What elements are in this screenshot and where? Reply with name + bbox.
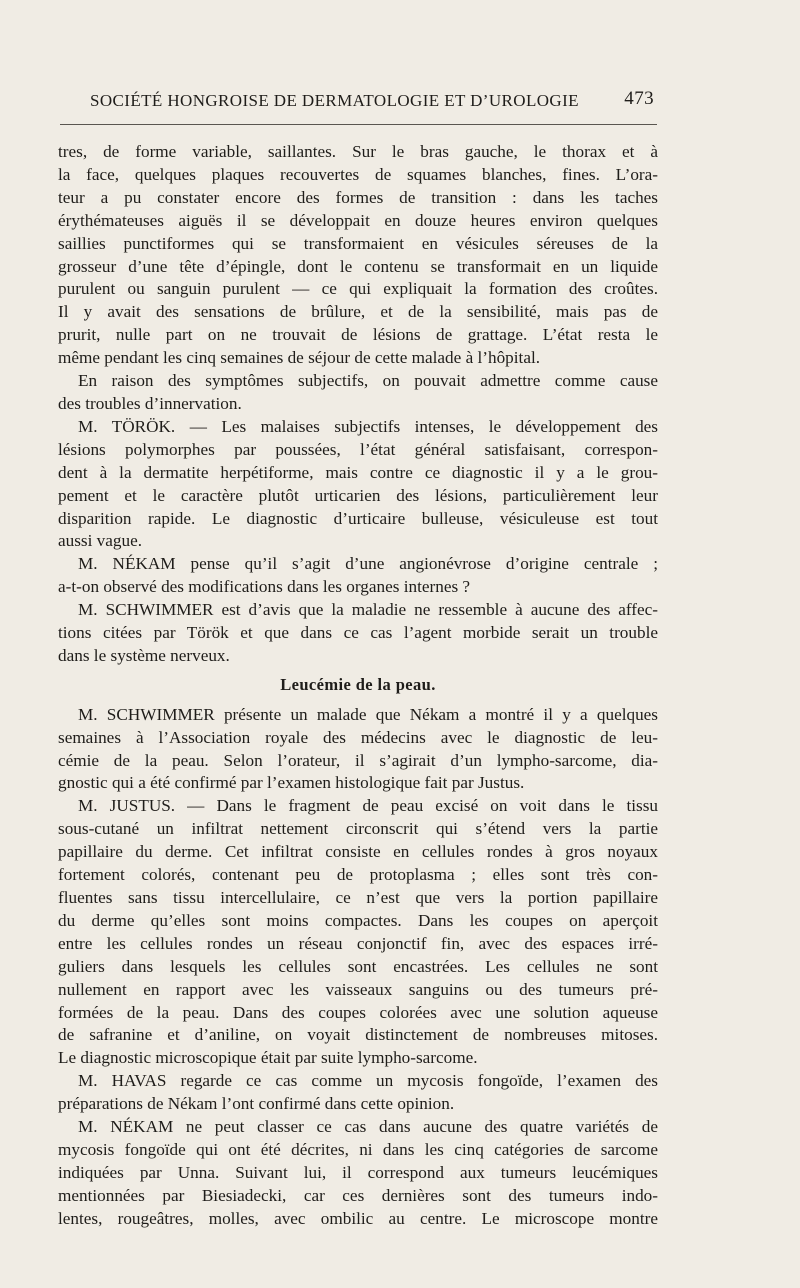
body-text bbox=[58, 141, 658, 1231]
text-line: teur a pu constater encore des formes de transition : dans les taches bbox=[58, 187, 658, 207]
text-line: prurit, nulle part on ne trouvait de lésions de grattage. L’état resta le bbox=[58, 325, 658, 345]
text-line: la face, quelques plaques recouvertes de squames blanches, fines. L’ora- bbox=[58, 164, 658, 184]
running-head bbox=[88, 88, 656, 118]
text-line: Le diagnostic microscopique était par suite lympho-sarcome. bbox=[58, 1048, 478, 1068]
text-line: des troubles d’innervation. bbox=[58, 393, 242, 413]
text-line: nullement en rapport avec les vaisseaux sanguins ou des tumeurs pré- bbox=[58, 979, 658, 999]
text-line: saillies punctiformes qui se transformaient en vésicules séreuses de la bbox=[58, 233, 658, 253]
text-line: de safranine et d’aniline, on voyait distinctement de nombreuses mitoses. bbox=[58, 1025, 658, 1045]
text-line: M. SCHWIMMER est d’avis que la maladie ne ressemble à aucune des affec- bbox=[78, 600, 658, 620]
text-line: formées de la peau. Dans des coupes colorées avec une solution aqueuse bbox=[58, 1002, 658, 1022]
text-line: Il y avait des sensations de brûlure, et de la sensibilité, mais pas de bbox=[58, 302, 658, 322]
text-line: dans le système nerveux. bbox=[58, 645, 230, 665]
text-line: M. HAVAS regarde ce cas comme un mycosis fongoïde, l’examen des bbox=[78, 1071, 658, 1091]
text-line: dent à la dermatite herpétiforme, mais contre ce diagnostic il y a le grou- bbox=[58, 462, 658, 482]
text-line: guliers dans lesquels les cellules sont encastrées. Les cellules ne sont bbox=[58, 956, 658, 976]
text-line: mycosis fongoïde qui ont été décrites, ni dans les cinq catégories de sarcome bbox=[58, 1139, 658, 1159]
text-line: érythémateuses aiguës il se développait en douze heures environ quelques bbox=[58, 210, 658, 230]
text-line: même pendant les cinq semaines de séjour de cette malade à l’hôpital. bbox=[58, 348, 541, 368]
text-line: sous-cutané un infiltrat nettement circonscrit qui s’étend vers la partie bbox=[58, 819, 658, 839]
text-line: indiquées par Unna. Suivant lui, il correspond aux tumeurs leucémiques bbox=[58, 1162, 658, 1182]
text-line: lésions polymorphes par poussées, l’état général satisfaisant, correspon- bbox=[58, 439, 658, 459]
text-line: semaines à l’Association royale des médecins avec le diagnostic de leu- bbox=[58, 727, 658, 747]
text-line: mentionnées par Biesiadecki, car ces dernières sont des tumeurs indo- bbox=[58, 1185, 658, 1205]
text-line: purulent ou sanguin purulent — ce qui expliquait la formation des croûtes. bbox=[58, 279, 658, 299]
text-line: tres, de forme variable, saillantes. Sur le bras gauche, le thorax et à bbox=[58, 142, 658, 161]
header-rule bbox=[60, 124, 657, 125]
text-line: disparition rapide. Le diagnostic d’urticaire bulleuse, vésiculeuse est tout bbox=[58, 508, 658, 528]
text-line: fortement colorés, contenant peu de protoplasma ; elles sont très con- bbox=[58, 865, 658, 885]
text-line: M. NÉKAM pense qu’il s’agit d’une angionévrose d’origine centrale ; bbox=[78, 554, 658, 574]
text-line: tions citées par Török et que dans ce cas l’agent morbide serait un trouble bbox=[58, 623, 658, 643]
text-line: fluentes sans tissu intercellulaire, ce n’est que vers la portion papillaire bbox=[58, 888, 658, 907]
text-line: préparations de Nékam l’ont confirmé dans cette opinion. bbox=[58, 1094, 455, 1114]
text-line: M. TÖRÖK. — Les malaises subjectifs intenses, le développement des bbox=[78, 416, 658, 436]
text-line: gnostic qui a été confirmé par l’examen histologique fait par Justus. bbox=[58, 773, 525, 793]
text-line: pement et le caractère plutôt urticarien des lésions, particulièrement leur bbox=[58, 485, 658, 505]
page-number: 473 bbox=[624, 88, 654, 109]
text-line: aussi vague. bbox=[58, 531, 143, 551]
text-line: du derme qu’elles sont moins compactes. Dans les coupes on aperçoit bbox=[58, 910, 658, 930]
text-line: En raison des symptômes subjectifs, on pouvait admettre comme cause bbox=[78, 371, 658, 391]
text-line: grosseur d’une tête d’épingle, dont le contenu se transformait en un liquide bbox=[58, 256, 658, 276]
text-line: papillaire du derme. Cet infiltrat consiste en cellules rondes à gros noyaux bbox=[58, 842, 658, 862]
text-line: M. JUSTUS. — Dans le fragment de peau excisé on voit dans le tissu bbox=[78, 796, 658, 816]
text-line: M. NÉKAM ne peut classer ce cas dans aucune des quatre variétés de bbox=[78, 1117, 658, 1137]
text-line: entre les cellules rondes un réseau conjonctif fin, avec des espaces irré- bbox=[58, 933, 658, 953]
text-line: a-t-on observé des modifications dans les organes internes ? bbox=[58, 577, 471, 597]
text-line: cémie de la peau. Selon l’orateur, il s’agirait d’un lympho-sarcome, dia- bbox=[58, 750, 658, 770]
running-title: SOCIÉTÉ HONGROISE DE DERMATOLOGIE ET D’UROLOGIE bbox=[90, 91, 579, 110]
text-line: lentes, rougeâtres, molles, avec ombilic au centre. Le microscope montre bbox=[58, 1208, 658, 1228]
section-heading: Leucémie de la peau. bbox=[280, 674, 436, 694]
text-line: M. SCHWIMMER présente un malade que Nékam a montré il y a quelques bbox=[78, 704, 658, 724]
